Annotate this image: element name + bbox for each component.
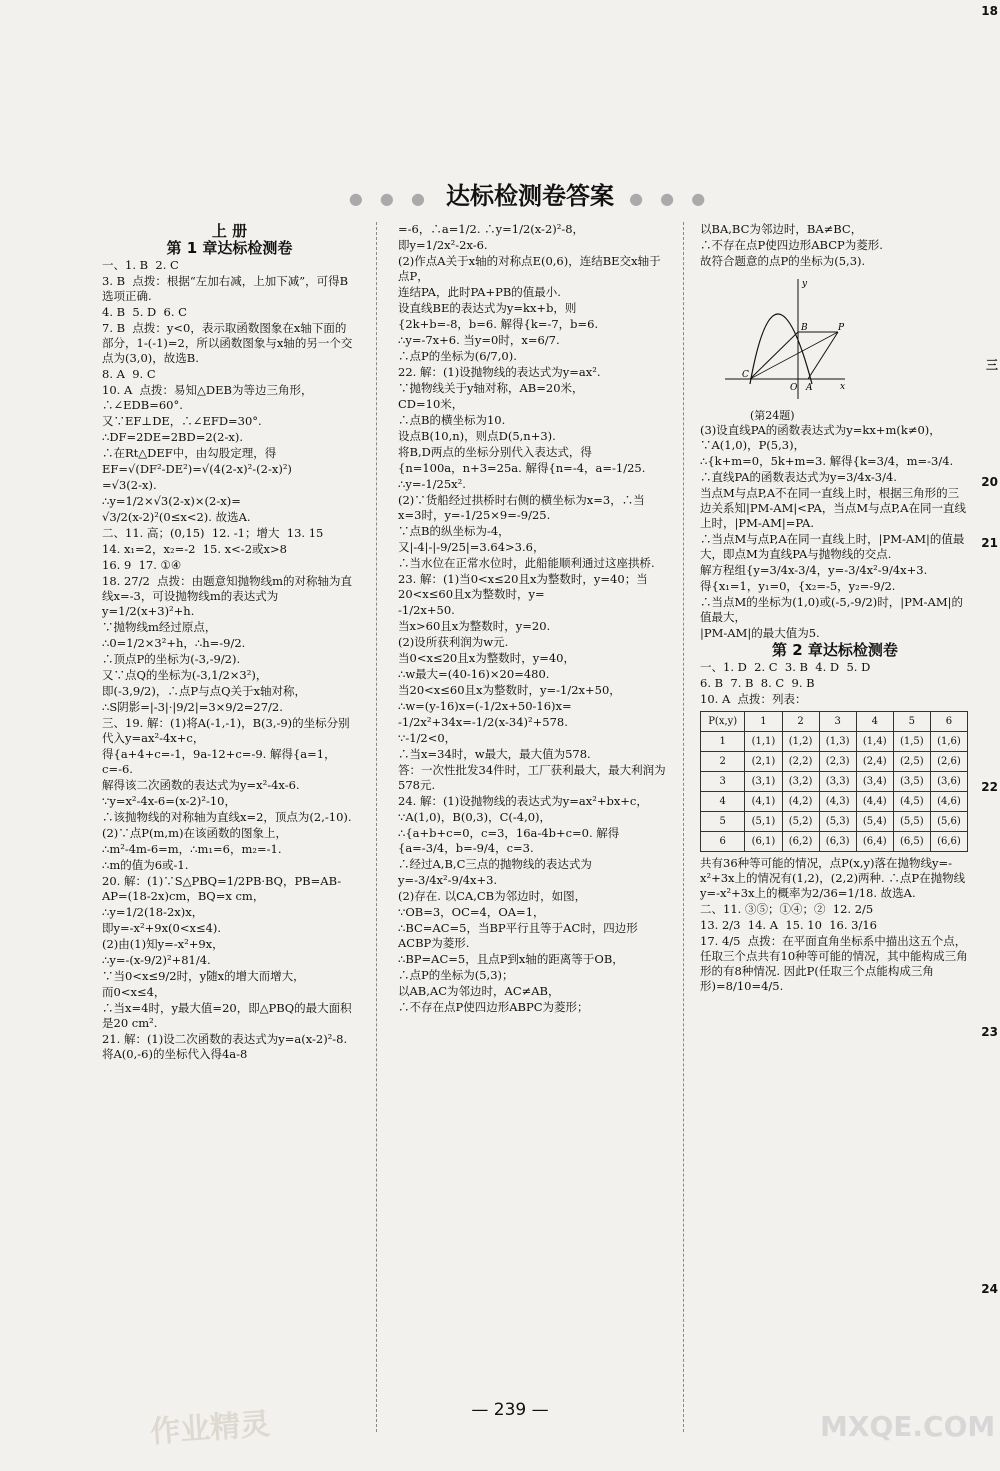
answer-line: 以AB,AC为邻边时，AC≠AB， xyxy=(398,984,560,998)
table-row-header: 5 xyxy=(701,812,745,832)
table-col-header: 5 xyxy=(893,712,930,732)
table-row xyxy=(701,792,968,812)
answer-line: 10. A 点拨：易知△DEB为等边三角形，∴∠EDB=60°. xyxy=(102,383,313,412)
answer-line: ∵抛物线m经过原点， xyxy=(102,620,217,634)
segment-ap xyxy=(808,332,838,379)
answer-line: ∵y=x²-4x-6=(x-2)²-10， xyxy=(102,794,236,808)
table-cell: (2,4) xyxy=(856,752,893,772)
origin-label: O xyxy=(790,383,798,393)
table-col-header: 1 xyxy=(745,712,782,732)
table-cell: (4,5) xyxy=(893,792,930,812)
table-cell: (3,1) xyxy=(745,772,782,792)
table-cell: (1,3) xyxy=(819,732,856,752)
answer-line: ∴当水位在正常水位时，此船能顺利通过这座拱桥. xyxy=(398,556,655,570)
header-dots-right: ● ● ● xyxy=(629,189,712,208)
answer-line: (3)设直线PA的函数表达式为y=kx+m(k≠0)，∵A(1,0)，P(5,3)， xyxy=(700,423,941,452)
page-number: — 239 — xyxy=(471,1400,549,1420)
answer-line: =√3(2-x). xyxy=(102,478,157,492)
figure-caption: (第24题) xyxy=(750,409,795,422)
answer-line: (2)∵货船经过拱桥时右侧的横坐标为x=3，∴当x=3时，y=-1/25×9=-9/25. xyxy=(398,493,645,522)
answer-line: 共有36种等可能的情况，点P(x,y)落在抛物线y=-x²+3x上的情况有(1,2)，(2,2)两种. ∴点P在抛物线y=-x²+3x上的概率为2/36=1/18. 故选A. xyxy=(700,856,966,900)
table-row-header: 4 xyxy=(701,792,745,812)
answer-line: ∴w=(y-16)x=(-1/2x+50-16)x= xyxy=(398,699,572,713)
answer-line: ∵OB=3，OC=4，OA=1， xyxy=(398,905,545,919)
answer-line: 得{a+4+c=-1，9a-12+c=-9. 解得{a=1，c=-6. xyxy=(102,747,336,776)
table-col-header: 2 xyxy=(782,712,819,732)
answer-line: 24. 解：(1)设抛物线的表达式为y=ax²+bx+c， xyxy=(398,794,648,808)
y-label: y xyxy=(802,279,808,289)
answer-line: ∴BP=AC=5，且点P到x轴的距离等于OB， xyxy=(398,952,624,966)
answer-line: 连结PA，此时PA+PB的值最小. xyxy=(398,285,561,299)
table-corner-cell: P(x,y) xyxy=(701,712,745,732)
table-cell: (1,1) xyxy=(745,732,782,752)
answer-line: 又∵EF⊥DE，∴∠EFD=30°. xyxy=(102,414,262,428)
answer-line: CD=10米， xyxy=(398,397,464,411)
answer-line: -1/2x+50. xyxy=(398,603,455,617)
answer-line: EF=√(DF²-DE²)=√(4(2-x)²-(2-x)²) xyxy=(102,462,292,476)
table-row xyxy=(701,752,968,772)
answer-line: ∴点P的坐标为(5,3)； xyxy=(398,968,514,982)
volume-heading: 上 册 xyxy=(211,222,248,240)
margin-number: 三 xyxy=(985,358,998,372)
table-cell: (4,2) xyxy=(782,792,819,812)
margin-number: 24 xyxy=(981,1282,998,1296)
answer-line: ∴该抛物线的对称轴为直线x=2，顶点为(2,-10). xyxy=(102,810,352,824)
table-cell: (2,5) xyxy=(893,752,930,772)
table-cell: (3,5) xyxy=(893,772,930,792)
col2-lines xyxy=(398,222,666,1015)
answer-line: ∴当x=34时，w最大，最大值为578. xyxy=(398,747,591,761)
table-cell: (4,4) xyxy=(856,792,893,812)
table-cell: (1,2) xyxy=(782,732,819,752)
answer-line: 而0<x≤4， xyxy=(102,985,166,999)
table-cell: (4,1) xyxy=(745,792,782,812)
table-row-header: 2 xyxy=(701,752,745,772)
answer-line: (2)设所获利润为w元. xyxy=(398,635,509,649)
col3-lines-end xyxy=(700,856,970,994)
answer-line: 得{x₁=1，y₁=0，{x₂=-5，y₂=-9/2. xyxy=(700,579,896,593)
table-cell: (3,4) xyxy=(856,772,893,792)
table-cell: (3,6) xyxy=(930,772,967,792)
table-cell: (5,5) xyxy=(893,812,930,832)
table-cell: (6,1) xyxy=(745,832,782,852)
answer-line: 当x>60且x为整数时，y=20. xyxy=(398,619,551,633)
answer-line: ∴0=1/2×3²+h，∴h=-9/2. xyxy=(102,636,246,650)
column-3 xyxy=(700,222,970,995)
page-title: 达标检测卷答案 xyxy=(446,182,614,210)
column-divider xyxy=(376,222,377,1432)
stamp-mark: 作业精灵 xyxy=(149,1406,272,1451)
answer-line: y=-3/4x²-9/4x+3. xyxy=(398,873,498,887)
table-cell: (5,2) xyxy=(782,812,819,832)
answer-line: ∵抛物线关于y轴对称，AB=20米， xyxy=(398,381,584,395)
answer-line: ∴m²-4m-6=m，∴m₁=6，m₂=-1. xyxy=(102,842,282,856)
table-cell: (1,5) xyxy=(893,732,930,752)
table-cell: (2,2) xyxy=(782,752,819,772)
answer-line: ∴y=-7x+6. 当y=0时，x=6/7. xyxy=(398,333,560,347)
answer-line: 二、11. ③⑤；①④；② 12. 2/5 xyxy=(700,902,874,916)
table-cell: (6,5) xyxy=(893,832,930,852)
table-cell: (6,2) xyxy=(782,832,819,852)
col3-lines-mid xyxy=(700,423,970,641)
table-cell: (5,1) xyxy=(745,812,782,832)
answer-line: ∴y=-(x-9/2)²+81/4. xyxy=(102,953,211,967)
answer-line: -1/2x²+34x=-1/2(x-34)²+578. xyxy=(398,715,568,729)
page-header xyxy=(330,176,730,216)
answer-line: 20. 解：(1)∵S△PBQ=1/2PB·BQ，PB=AB-AP=(18-2x)cm，BQ=x cm， xyxy=(102,874,342,903)
table-cell: (1,4) xyxy=(856,732,893,752)
table-row xyxy=(701,812,968,832)
answer-line: 4. B 5. D 6. C xyxy=(102,305,187,319)
answer-line: 设直线BE的表达式为y=kx+b，则 xyxy=(398,301,577,315)
point-b-label: B xyxy=(801,323,808,333)
answer-line: ∴不存在点P使四边形ABCP为菱形. xyxy=(700,238,883,252)
answer-line: 故符合题意的点P的坐标为(5,3). xyxy=(700,254,866,268)
answer-line: 即(-3,9/2)，∴点P与点Q关于x轴对称， xyxy=(102,684,306,698)
table-cell: (1,6) xyxy=(930,732,967,752)
answer-line: ∴点B的横坐标为10. xyxy=(398,413,506,427)
header-dots-left: ● ● ● xyxy=(348,189,431,208)
answer-line: 解得该二次函数的表达式为y=x²-4x-6. xyxy=(102,778,300,792)
margin-numbers xyxy=(970,0,1000,1471)
answer-line: 13. 2/3 14. A 15. 10 16. 3/16 xyxy=(700,918,877,932)
answer-line: √3/2(x-2)²(0≤x<2). 故选A. xyxy=(102,510,251,524)
answer-line: 又∵点Q的坐标为(-3,1/2×3²)， xyxy=(102,668,268,682)
answer-line: ∴y=1/2×√3(2-x)×(2-x)= xyxy=(102,494,241,508)
answer-line: ∵当0<x≤9/2时，y随x的增大而增大， xyxy=(102,969,305,983)
margin-number: 23 xyxy=(981,1025,998,1039)
answer-line: ∴{a+b+c=0，c=3，16a-4b+c=0. 解得{a=-3/4，b=-9/4，c=3. xyxy=(398,826,620,855)
table-cell: (6,6) xyxy=(930,832,967,852)
x-label: x xyxy=(840,382,846,392)
answer-line: ∴当点M的坐标为(1,0)或(-5,-9/2)时，|PM-AM|的值最大， xyxy=(700,595,963,624)
answer-line: 以BA,BC为邻边时，BA≠BC， xyxy=(700,222,863,236)
table-col-header: 4 xyxy=(856,712,893,732)
answer-line: ∴当x=4时，y最大值=20，即△PBQ的最大面积是20 cm². xyxy=(102,1001,352,1030)
answer-line: ∴w最大=(40-16)×20=480. xyxy=(398,667,550,681)
table-cell: (2,1) xyxy=(745,752,782,772)
answer-line: 18. 27/2 点拨：由题意知抛物线m的对称轴为直线x=-3，可设抛物线m的表达式为y=1/2(x+3)²+h. xyxy=(102,574,352,618)
answer-line: ∴{k+m=0，5k+m=3. 解得{k=3/4，m=-3/4. xyxy=(700,454,954,468)
answer-line: ∵A(1,0)，B(0,3)，C(-4,0)， xyxy=(398,810,552,824)
answer-line: 又|-4|-|-9/25|=3.64>3.6， xyxy=(398,540,545,554)
table-cell: (5,4) xyxy=(856,812,893,832)
answer-line: 解方程组{y=3/4x-3/4，y=-3/4x²-9/4x+3. xyxy=(700,563,928,577)
table-cell: (6,3) xyxy=(819,832,856,852)
margin-number: 22 xyxy=(981,780,998,794)
answer-line: 即y=1/2x²-2x-6. xyxy=(398,238,488,252)
answer-line: (2)存在. 以CA,CB为邻边时，如图， xyxy=(398,889,587,903)
answer-line: {n=100a，n+3=25a. 解得{n=-4，a=-1/25. xyxy=(398,461,646,475)
table-row-header: 3 xyxy=(701,772,745,792)
answer-line: ∴当点M与点P,A在同一直线上时，|PM-AM|的值最大，即点M为直线PA与抛物线的交点. xyxy=(700,532,965,561)
answer-line: 17. 4/5 点拨：在平面直角坐标系中描出这五个点，任取三个点共有10种等可能的情况，其中能构成三角形的有8种情况. 因此P(任取三个点能构成三角形)=8/10=4/5. xyxy=(700,934,968,993)
table-cell: (4,3) xyxy=(819,792,856,812)
answer-line: 三、19. 解：(1)将A(-1,-1)，B(3,-9)的坐标分别代入y=ax²-4x+c， xyxy=(102,716,350,745)
answer-line: 当点M与点P,A不在同一直线上时，根据三角形的三边关系知|PM-AM|<PA，当点M与点P,A在同一直线上时，|PM-AM|=PA. xyxy=(700,486,966,530)
segment-cb xyxy=(750,332,798,379)
table-col-header: 6 xyxy=(930,712,967,732)
answer-line: ∴y=1/2(18-2x)x， xyxy=(102,905,204,919)
col3-lines-top xyxy=(700,222,970,269)
table-cell: (3,3) xyxy=(819,772,856,792)
answer-line: =-6，∴a=1/2. ∴y=1/2(x-2)²-8， xyxy=(398,222,585,236)
table-cell: (4,6) xyxy=(930,792,967,812)
answer-line: ∴DF=2DE=2BD=2(2-x). xyxy=(102,430,243,444)
answer-line: ∴顶点P的坐标为(-3,-9/2). xyxy=(102,652,241,666)
table-row xyxy=(701,772,968,792)
point-c-label: C xyxy=(742,370,749,380)
answer-line: 设点B(10,n)，则点D(5,n+3). xyxy=(398,429,556,443)
answer-line: ∵-1/2<0， xyxy=(398,731,457,745)
margin-number: 21 xyxy=(981,536,998,550)
chapter-1-heading: 第 1 章达标检测卷 xyxy=(166,239,293,257)
column-2 xyxy=(398,222,666,1016)
table-row xyxy=(701,832,968,852)
answer-line: 21. 解：(1)设二次函数的表达式为y=a(x-2)²-8. 将A(0,-6)的坐标代入得4a-8 xyxy=(102,1032,351,1061)
answer-line: 即y=-x²+9x(0<x≤4). xyxy=(102,921,222,935)
answer-line: {2k+b=-8，b=6. 解得{k=-7，b=6. xyxy=(398,317,599,331)
answer-line: ∴点P的坐标为(6/7,0). xyxy=(398,349,517,363)
answer-line: (2)作点A关于x轴的对称点E(0,6)，连结BE交x轴于点P， xyxy=(398,254,661,283)
answer-line: ∵点B的纵坐标为-4， xyxy=(398,524,510,538)
answer-line: 6. B 7. B 8. C 9. B xyxy=(700,676,815,690)
point-p-label: P xyxy=(838,323,845,333)
table-cell: (5,3) xyxy=(819,812,856,832)
answer-line: ∴BC=AC=5，当BP平行且等于AC时，四边形ACBP为菱形. xyxy=(398,921,638,950)
answer-line: ∴m的值为6或-1. xyxy=(102,858,189,872)
table-cell: (2,6) xyxy=(930,752,967,772)
table-col-header: 3 xyxy=(819,712,856,732)
column-divider xyxy=(683,222,684,1432)
segment-cp xyxy=(750,332,838,379)
margin-number: 20 xyxy=(981,475,998,489)
table-header-row xyxy=(701,712,968,732)
answer-line: 10. A 点拨：列表： xyxy=(700,692,807,706)
probability-table xyxy=(700,711,968,852)
answer-line: 3. B 点拨：根据“左加右减，上加下减”，可得B选项正确. xyxy=(102,274,349,303)
answer-line: 当20<x≤60且x为整数时，y=-1/2x+50， xyxy=(398,683,621,697)
table-row-header: 6 xyxy=(701,832,745,852)
answer-line: 16. 9 17. ①④ xyxy=(102,558,182,572)
table-cell: (6,4) xyxy=(856,832,893,852)
answer-line: 7. B 点拨：y<0，表示取函数图象在x轴下面的部分，1-(-1)=2，所以函数图象与x轴的另一个交点为(3,0)，故选B. xyxy=(102,321,353,365)
answer-line: |PM-AM|的最大值为5. xyxy=(700,626,820,640)
answer-line: 23. 解：(1)当0<x≤20且x为整数时，y=40；当20<x≤60且x为整数时，y= xyxy=(398,572,648,601)
col3-lines-ch2 xyxy=(700,660,970,707)
parabola-figure xyxy=(720,274,850,404)
table-row-header: 1 xyxy=(701,732,745,752)
point-a-label: A xyxy=(806,383,813,393)
answer-line: 将B,D两点的坐标分别代入表达式，得 xyxy=(398,445,592,459)
table-cell: (2,3) xyxy=(819,752,856,772)
table-row xyxy=(701,732,968,752)
answer-line: ∴经过A,B,C三点的抛物线的表达式为 xyxy=(398,857,592,871)
answer-line: ∴S阴影=|-3|·|9/2|=3×9/2=27/2. xyxy=(102,700,283,714)
table-cell: (3,2) xyxy=(782,772,819,792)
chapter-2-heading: 第 2 章达标检测卷 xyxy=(772,641,898,659)
answer-line: 二、11. 高；(0,15) 12. -1；增大 13. 15 xyxy=(102,526,324,540)
answer-line: (2)∵点P(m,m)在该函数的图象上， xyxy=(102,826,287,840)
answer-line: 一、1. B 2. C xyxy=(102,258,179,272)
answer-line: 一、1. D 2. C 3. B 4. D 5. D xyxy=(700,660,871,674)
answer-line: ∴不存在点P使四边形ABPC为菱形； xyxy=(398,1000,589,1014)
column-1 xyxy=(102,222,357,1063)
col1-lines xyxy=(102,258,357,1062)
answer-line: 22. 解：(1)设抛物线的表达式为y=ax². xyxy=(398,365,601,379)
answer-line: 当0<x≤20且x为整数时，y=40， xyxy=(398,651,575,665)
answer-line: 8. A 9. C xyxy=(102,367,156,381)
margin-number: 18 xyxy=(981,4,998,18)
table-cell: (5,6) xyxy=(930,812,967,832)
answer-line: (2)由(1)知y=-x²+9x， xyxy=(102,937,224,951)
watermark: MXQE.COM xyxy=(820,1410,996,1443)
answer-line: ∴在Rt△DEF中，由勾股定理，得 xyxy=(102,446,277,460)
answer-line: ∴y=-1/25x². xyxy=(398,477,466,491)
answer-line: 答：一次性批发34件时，工厂获利最大，最大利润为578元. xyxy=(398,763,666,792)
answer-line: ∴直线PA的函数表达式为y=3/4x-3/4. xyxy=(700,470,897,484)
answer-line: 14. x₁=2，x₂=-2 15. x<-2或x>8 xyxy=(102,542,287,556)
